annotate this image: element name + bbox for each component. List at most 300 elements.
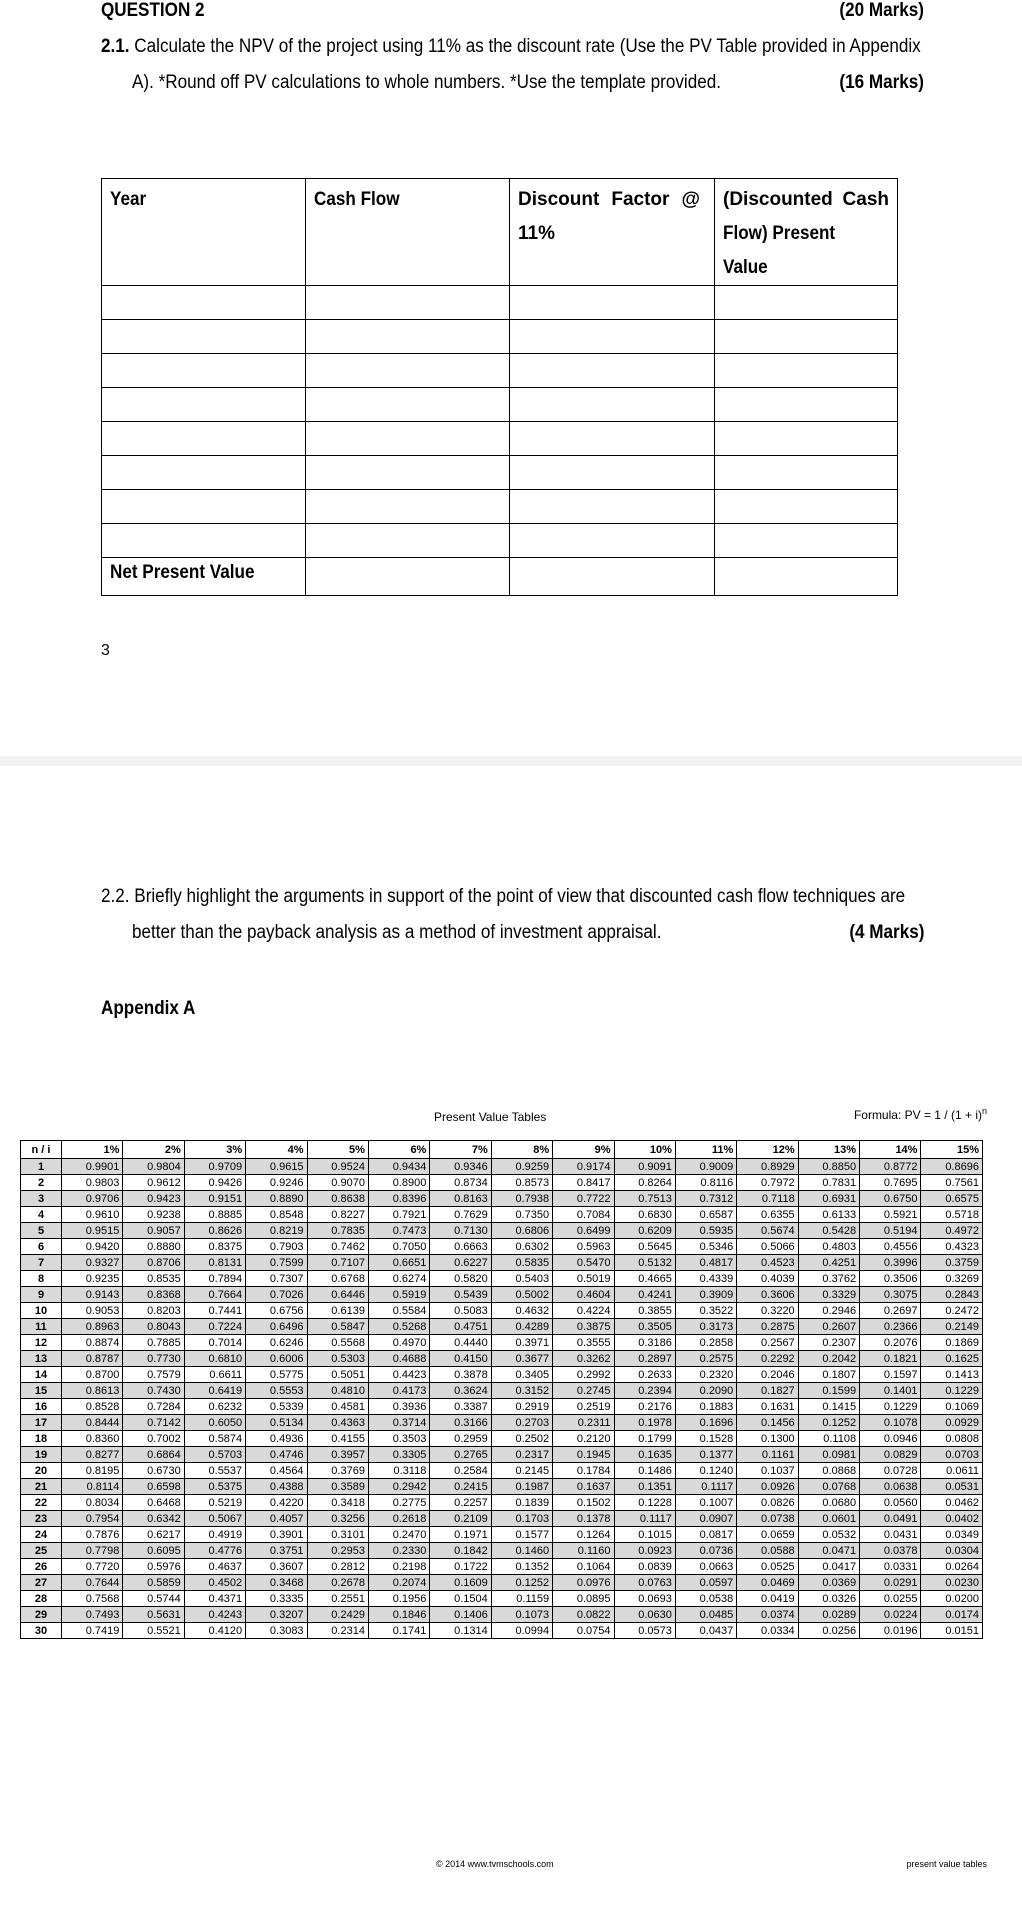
pv-factor-cell: 0.1599 <box>798 1383 859 1399</box>
pv-factor-cell: 0.5219 <box>184 1495 245 1511</box>
pv-factor-cell: 0.5568 <box>307 1335 368 1351</box>
pv-factor-cell: 0.3329 <box>798 1287 859 1303</box>
pv-factor-cell: 0.2314 <box>307 1623 368 1639</box>
pv-factor-cell: 0.7954 <box>62 1511 123 1527</box>
npv-blank-row <box>102 388 898 422</box>
pv-factor-cell: 0.2317 <box>491 1447 552 1463</box>
pv-factor-cell: 0.4155 <box>307 1431 368 1447</box>
npv-cell[interactable] <box>510 354 715 388</box>
pv-factor-cell: 0.1073 <box>491 1607 552 1623</box>
pv-factor-cell: 0.9057 <box>123 1223 184 1239</box>
pv-factor-cell: 0.7026 <box>246 1287 307 1303</box>
pv-factor-cell: 0.2394 <box>614 1383 675 1399</box>
pv-factor-cell: 0.3606 <box>737 1287 798 1303</box>
pv-factor-cell: 0.3909 <box>675 1287 736 1303</box>
pv-factor-cell: 0.5935 <box>675 1223 736 1239</box>
pv-factor-cell: 0.1007 <box>675 1495 736 1511</box>
pv-factor-cell: 0.6050 <box>184 1415 245 1431</box>
pv-factor-cell: 0.8396 <box>368 1191 429 1207</box>
npv-cell[interactable] <box>510 490 715 524</box>
pv-row <box>21 1591 983 1607</box>
pv-factor-cell: 0.5631 <box>123 1607 184 1623</box>
pv-row <box>21 1447 983 1463</box>
npv-cell[interactable] <box>306 286 510 320</box>
pv-factor-cell: 0.0573 <box>614 1623 675 1639</box>
pv-factor-cell: 0.2198 <box>368 1559 429 1575</box>
pv-factor-cell: 0.8548 <box>246 1207 307 1223</box>
pv-rate-header: 3% <box>184 1141 245 1159</box>
pv-factor-cell: 0.7224 <box>184 1319 245 1335</box>
pv-factor-cell: 0.7629 <box>430 1207 491 1223</box>
pv-factor-cell: 0.8535 <box>123 1271 184 1287</box>
pv-factor-cell: 0.1352 <box>491 1559 552 1575</box>
pv-period-cell: 27 <box>21 1575 62 1591</box>
pv-factor-cell: 0.3335 <box>246 1591 307 1607</box>
pv-period-cell: 17 <box>21 1415 62 1431</box>
pv-factor-cell: 0.3957 <box>307 1447 368 1463</box>
pv-factor-cell: 0.6355 <box>737 1207 798 1223</box>
pv-factor-cell: 0.0808 <box>921 1431 983 1447</box>
pv-formula-text: Formula: PV = 1 / (1 + i) <box>853 1108 982 1122</box>
pv-period-cell: 4 <box>21 1207 62 1223</box>
pv-factor-cell: 0.0560 <box>860 1495 921 1511</box>
pv-factor-cell: 0.7730 <box>123 1351 184 1367</box>
pv-factor-cell: 0.4803 <box>798 1239 859 1255</box>
pv-factor-cell: 0.1869 <box>921 1335 983 1351</box>
pv-factor-cell: 0.1160 <box>553 1543 614 1559</box>
pv-period-cell: 11 <box>21 1319 62 1335</box>
pv-factor-cell: 0.5874 <box>184 1431 245 1447</box>
pv-factor-cell: 0.2076 <box>860 1335 921 1351</box>
pv-factor-cell: 0.4581 <box>307 1399 368 1415</box>
pv-row <box>21 1303 983 1319</box>
pv-factor-cell: 0.9434 <box>368 1159 429 1175</box>
pv-factor-cell: 0.3589 <box>307 1479 368 1495</box>
pv-factor-cell: 0.0946 <box>860 1431 921 1447</box>
pv-factor-cell: 0.2046 <box>737 1367 798 1383</box>
pv-factor-cell: 0.0994 <box>491 1623 552 1639</box>
npv-cell[interactable] <box>102 490 306 524</box>
pv-factor-cell: 0.9804 <box>123 1159 184 1175</box>
pv-factor-cell: 0.2843 <box>921 1287 983 1303</box>
npv-cell[interactable] <box>510 320 715 354</box>
npv-cell[interactable] <box>306 558 510 596</box>
pv-period-cell: 22 <box>21 1495 62 1511</box>
npv-cell[interactable] <box>715 388 898 422</box>
pv-factor-cell: 0.5744 <box>123 1591 184 1607</box>
pv-period-cell: 15 <box>21 1383 62 1399</box>
pv-factor-cell: 0.8613 <box>62 1383 123 1399</box>
npv-cell[interactable] <box>510 456 715 490</box>
pv-factor-cell: 0.7938 <box>491 1191 552 1207</box>
pv-factor-cell: 0.6931 <box>798 1191 859 1207</box>
pv-factor-cell: 0.9423 <box>123 1191 184 1207</box>
pv-factor-cell: 0.4665 <box>614 1271 675 1287</box>
pv-factor-cell: 0.2429 <box>307 1607 368 1623</box>
pv-factor-cell: 0.0929 <box>921 1415 983 1431</box>
npv-cell[interactable] <box>715 354 898 388</box>
pv-factor-cell: 0.9709 <box>184 1159 245 1175</box>
pv-factor-cell: 0.5339 <box>246 1399 307 1415</box>
pv-factor-cell: 0.0485 <box>675 1607 736 1623</box>
npv-cell[interactable] <box>102 524 306 558</box>
pv-factor-cell: 0.1987 <box>491 1479 552 1495</box>
pv-factor-cell: 0.3875 <box>553 1319 614 1335</box>
pv-factor-cell: 0.1502 <box>553 1495 614 1511</box>
pv-factor-cell: 0.0817 <box>675 1527 736 1543</box>
pv-table-title: Present Value Tables <box>434 1110 547 1124</box>
pv-factor-cell: 0.0431 <box>860 1527 921 1543</box>
pv-factor-cell: 0.4251 <box>798 1255 859 1271</box>
npv-cell[interactable] <box>306 320 510 354</box>
pv-factor-cell: 0.0532 <box>798 1527 859 1543</box>
pv-factor-cell: 0.0768 <box>798 1479 859 1495</box>
pv-factor-cell: 0.2703 <box>491 1415 552 1431</box>
pv-factor-cell: 0.1159 <box>491 1591 552 1607</box>
pv-factor-cell: 0.4388 <box>246 1479 307 1495</box>
pv-row <box>21 1255 983 1271</box>
npv-cell[interactable] <box>306 456 510 490</box>
pv-factor-cell: 0.9803 <box>62 1175 123 1191</box>
npv-blank-row <box>102 524 898 558</box>
npv-cell[interactable] <box>715 524 898 558</box>
pv-corner-header: n / i <box>21 1141 62 1159</box>
appendix-title: Appendix A <box>101 998 196 1019</box>
npv-cell[interactable] <box>102 456 306 490</box>
pv-factor-cell: 0.0402 <box>921 1511 983 1527</box>
npv-cell[interactable] <box>715 558 898 596</box>
pv-factor-cell: 0.3262 <box>553 1351 614 1367</box>
pv-factor-cell: 0.8573 <box>491 1175 552 1191</box>
pv-period-cell: 6 <box>21 1239 62 1255</box>
pv-factor-cell: 0.4751 <box>430 1319 491 1335</box>
pv-factor-cell: 0.1846 <box>368 1607 429 1623</box>
pv-rate-header: 7% <box>430 1141 491 1159</box>
pv-factor-cell: 0.2765 <box>430 1447 491 1463</box>
pv-row <box>21 1623 983 1639</box>
pv-factor-cell: 0.2042 <box>798 1351 859 1367</box>
npv-cell[interactable] <box>510 524 715 558</box>
pv-factor-cell: 0.1625 <box>921 1351 983 1367</box>
pv-factor-cell: 0.6575 <box>921 1191 983 1207</box>
pv-factor-cell: 0.3971 <box>491 1335 552 1351</box>
pv-factor-cell: 0.8163 <box>430 1191 491 1207</box>
footer-label: present value tables <box>906 1859 987 1869</box>
pv-factor-cell: 0.1314 <box>430 1623 491 1639</box>
pv-factor-cell: 0.6139 <box>307 1303 368 1319</box>
pv-factor-cell: 0.4289 <box>491 1319 552 1335</box>
npv-cell[interactable] <box>510 422 715 456</box>
pv-factor-cell: 0.1839 <box>491 1495 552 1511</box>
pv-factor-cell: 0.1161 <box>737 1447 798 1463</box>
pv-factor-cell: 0.0895 <box>553 1591 614 1607</box>
pv-factor-cell: 0.8360 <box>62 1431 123 1447</box>
pv-factor-cell: 0.5674 <box>737 1223 798 1239</box>
npv-cell[interactable] <box>715 320 898 354</box>
pv-factor-cell: 0.8528 <box>62 1399 123 1415</box>
pv-factor-cell: 0.4440 <box>430 1335 491 1351</box>
pv-factor-cell: 0.2775 <box>368 1495 429 1511</box>
npv-cell[interactable] <box>306 354 510 388</box>
pv-factor-cell: 0.9524 <box>307 1159 368 1175</box>
pv-factor-cell: 0.7050 <box>368 1239 429 1255</box>
pv-factor-cell: 0.0923 <box>614 1543 675 1559</box>
pv-factor-cell: 0.6587 <box>675 1207 736 1223</box>
pv-row <box>21 1207 983 1223</box>
pv-factor-cell: 0.2897 <box>614 1351 675 1367</box>
pv-factor-cell: 0.1015 <box>614 1527 675 1543</box>
npv-cell[interactable] <box>510 388 715 422</box>
pv-factor-cell: 0.2858 <box>675 1335 736 1351</box>
pv-factor-cell: 0.1401 <box>860 1383 921 1399</box>
pv-factor-cell: 0.2292 <box>737 1351 798 1367</box>
npv-cell[interactable] <box>715 456 898 490</box>
pv-factor-cell: 0.1528 <box>675 1431 736 1447</box>
pv-factor-cell: 0.0196 <box>860 1623 921 1639</box>
pv-factor-cell: 0.2176 <box>614 1399 675 1415</box>
pv-factor-cell: 0.0200 <box>921 1591 983 1607</box>
pv-row <box>21 1271 983 1287</box>
pv-row <box>21 1319 983 1335</box>
pv-factor-cell: 0.5083 <box>430 1303 491 1319</box>
page-1 <box>0 0 1022 756</box>
pv-factor-cell: 0.0981 <box>798 1447 859 1463</box>
pv-factor-cell: 0.5051 <box>307 1367 368 1383</box>
pv-factor-cell: 0.4224 <box>553 1303 614 1319</box>
pv-row <box>21 1431 983 1447</box>
pv-factor-cell: 0.7118 <box>737 1191 798 1207</box>
pv-factor-cell: 0.5067 <box>184 1511 245 1527</box>
pv-header-row <box>21 1141 983 1159</box>
pv-factor-cell: 0.3522 <box>675 1303 736 1319</box>
pv-factor-cell: 0.5859 <box>123 1575 184 1591</box>
pv-factor-cell: 0.2584 <box>430 1463 491 1479</box>
pv-factor-cell: 0.0331 <box>860 1559 921 1575</box>
pv-factor-cell: 0.2074 <box>368 1575 429 1591</box>
pv-factor-cell: 0.8444 <box>62 1415 123 1431</box>
pv-factor-cell: 0.9610 <box>62 1207 123 1223</box>
question-marks: (20 Marks) <box>839 0 924 21</box>
pv-factor-cell: 0.5019 <box>553 1271 614 1287</box>
pv-factor-cell: 0.0531 <box>921 1479 983 1495</box>
npv-cell[interactable] <box>510 558 715 596</box>
pv-factor-cell: 0.1741 <box>368 1623 429 1639</box>
pv-factor-cell: 0.1069 <box>921 1399 983 1415</box>
pv-factor-cell: 0.8880 <box>123 1239 184 1255</box>
pv-factor-cell: 0.9053 <box>62 1303 123 1319</box>
npv-cell[interactable] <box>306 524 510 558</box>
pv-factor-cell: 0.7722 <box>553 1191 614 1207</box>
pv-factor-cell: 0.1635 <box>614 1447 675 1463</box>
pv-factor-cell: 0.0334 <box>737 1623 798 1639</box>
pv-factor-cell: 0.5346 <box>675 1239 736 1255</box>
pv-factor-cell: 0.7284 <box>123 1399 184 1415</box>
pv-factor-cell: 0.2320 <box>675 1367 736 1383</box>
pv-factor-cell: 0.0326 <box>798 1591 859 1607</box>
pv-factor-cell: 0.3677 <box>491 1351 552 1367</box>
npv-col-discount-factor: Discount Factor @ 11% <box>510 179 715 286</box>
pv-factor-cell: 0.7462 <box>307 1239 368 1255</box>
pv-factor-cell: 0.0256 <box>798 1623 859 1639</box>
pv-factor-cell: 0.6209 <box>614 1223 675 1239</box>
pv-factor-cell: 0.7350 <box>491 1207 552 1223</box>
pv-row <box>21 1607 983 1623</box>
pv-period-cell: 3 <box>21 1191 62 1207</box>
pv-factor-cell: 0.9174 <box>553 1159 614 1175</box>
pv-factor-cell: 0.3878 <box>430 1367 491 1383</box>
q22-text-line2: better than the payback analysis as a method of investment appraisal. <box>132 922 662 943</box>
pv-factor-cell: 0.8700 <box>62 1367 123 1383</box>
npv-blank-row <box>102 320 898 354</box>
pv-factor-cell: 0.2519 <box>553 1399 614 1415</box>
pv-period-cell: 30 <box>21 1623 62 1639</box>
pv-factor-cell: 0.0630 <box>614 1607 675 1623</box>
pv-factor-cell: 0.2551 <box>307 1591 368 1607</box>
pv-factor-cell: 0.5375 <box>184 1479 245 1495</box>
pv-factor-cell: 0.4150 <box>430 1351 491 1367</box>
pv-factor-cell: 0.1240 <box>675 1463 736 1479</box>
npv-cell[interactable] <box>510 286 715 320</box>
pv-rate-header: 5% <box>307 1141 368 1159</box>
q21-text-line2: A). *Round off PV calculations to whole numbers. *Use the template provided. <box>132 72 722 93</box>
pv-factor-cell: 0.5645 <box>614 1239 675 1255</box>
pv-factor-cell: 0.7720 <box>62 1559 123 1575</box>
pv-factor-cell: 0.9235 <box>62 1271 123 1287</box>
npv-cell[interactable] <box>715 286 898 320</box>
npv-cell[interactable] <box>715 490 898 524</box>
pv-factor-cell: 0.0374 <box>737 1607 798 1623</box>
pv-factor-cell: 0.5521 <box>123 1623 184 1639</box>
pv-factor-cell: 0.0728 <box>860 1463 921 1479</box>
pv-factor-cell: 0.2919 <box>491 1399 552 1415</box>
npv-cell[interactable] <box>306 422 510 456</box>
pv-factor-cell: 0.8787 <box>62 1351 123 1367</box>
pv-factor-cell: 0.2953 <box>307 1543 368 1559</box>
pv-period-cell: 9 <box>21 1287 62 1303</box>
pv-factor-cell: 0.5066 <box>737 1239 798 1255</box>
pv-factor-cell: 0.7130 <box>430 1223 491 1239</box>
pv-factor-cell: 0.7312 <box>675 1191 736 1207</box>
pv-period-cell: 7 <box>21 1255 62 1271</box>
npv-cell[interactable] <box>102 286 306 320</box>
pv-formula <box>854 1106 987 1122</box>
pv-factor-cell: 0.3751 <box>246 1543 307 1559</box>
pv-factor-cell: 0.4936 <box>246 1431 307 1447</box>
npv-cell[interactable] <box>102 354 306 388</box>
pv-factor-cell: 0.3759 <box>921 1255 983 1271</box>
pv-factor-cell: 0.0471 <box>798 1543 859 1559</box>
pv-factor-cell: 0.2575 <box>675 1351 736 1367</box>
pv-factor-cell: 0.9612 <box>123 1175 184 1191</box>
pv-factor-cell: 0.6830 <box>614 1207 675 1223</box>
pv-factor-cell: 0.0763 <box>614 1575 675 1591</box>
npv-cell[interactable] <box>102 422 306 456</box>
pv-factor-cell: 0.0680 <box>798 1495 859 1511</box>
pv-row <box>21 1239 983 1255</box>
pv-factor-cell: 0.3468 <box>246 1575 307 1591</box>
pv-factor-cell: 0.8195 <box>62 1463 123 1479</box>
q22-text-line1: Briefly highlight the arguments in support of the point of view that discounted cash flow techniques are <box>134 886 906 907</box>
pv-factor-cell: 0.2472 <box>921 1303 983 1319</box>
npv-col-present-value: (Discounted Cash Flow) Present Value <box>715 179 898 286</box>
pv-factor-cell: 0.0693 <box>614 1591 675 1607</box>
pv-rate-header: 2% <box>123 1141 184 1159</box>
pv-factor-cell: 0.3762 <box>798 1271 859 1287</box>
pv-factor-cell: 0.4423 <box>368 1367 429 1383</box>
pv-factor-cell: 0.0754 <box>553 1623 614 1639</box>
pv-factor-cell: 0.0822 <box>553 1607 614 1623</box>
pv-factor-cell: 0.8638 <box>307 1191 368 1207</box>
pv-rate-header: 9% <box>553 1141 614 1159</box>
npv-cell[interactable] <box>102 320 306 354</box>
pv-factor-cell: 0.3996 <box>860 1255 921 1271</box>
pv-factor-cell: 0.4323 <box>921 1239 983 1255</box>
pv-factor-cell: 0.2145 <box>491 1463 552 1479</box>
pv-factor-cell: 0.4688 <box>368 1351 429 1367</box>
pv-factor-cell: 0.8696 <box>921 1159 983 1175</box>
npv-blank-row <box>102 490 898 524</box>
pv-rate-header: 6% <box>368 1141 429 1159</box>
pv-factor-cell: 0.3220 <box>737 1303 798 1319</box>
pv-factor-cell: 0.7430 <box>123 1383 184 1399</box>
q21-text-line1: Calculate the NPV of the project using 11% as the discount rate (Use the PV Table provided in Appendix <box>134 36 921 57</box>
pv-factor-cell: 0.0839 <box>614 1559 675 1575</box>
pv-row <box>21 1287 983 1303</box>
pv-table <box>20 1140 983 1639</box>
pv-factor-cell: 0.8734 <box>430 1175 491 1191</box>
npv-cell[interactable] <box>306 388 510 422</box>
page-number: 3 <box>101 642 110 659</box>
pv-factor-cell: 0.9426 <box>184 1175 245 1191</box>
npv-cell[interactable] <box>102 388 306 422</box>
pv-row <box>21 1463 983 1479</box>
pv-factor-cell: 0.4173 <box>368 1383 429 1399</box>
pv-factor-cell: 0.1945 <box>553 1447 614 1463</box>
pv-rate-header: 15% <box>921 1141 983 1159</box>
npv-cell[interactable] <box>715 422 898 456</box>
pv-factor-cell: 0.1300 <box>737 1431 798 1447</box>
pv-factor-cell: 0.4039 <box>737 1271 798 1287</box>
pv-factor-cell: 0.3166 <box>430 1415 491 1431</box>
pv-factor-cell: 0.7664 <box>184 1287 245 1303</box>
pv-factor-cell: 0.6006 <box>246 1351 307 1367</box>
pv-factor-cell: 0.9615 <box>246 1159 307 1175</box>
pv-factor-cell: 0.6806 <box>491 1223 552 1239</box>
pv-factor-cell: 0.1252 <box>798 1415 859 1431</box>
pv-factor-cell: 0.1377 <box>675 1447 736 1463</box>
pv-factor-cell: 0.8963 <box>62 1319 123 1335</box>
pv-factor-cell: 0.0462 <box>921 1495 983 1511</box>
pv-factor-cell: 0.1413 <box>921 1367 983 1383</box>
pv-factor-cell: 0.7493 <box>62 1607 123 1623</box>
pv-period-cell: 8 <box>21 1271 62 1287</box>
pv-factor-cell: 0.5703 <box>184 1447 245 1463</box>
pv-factor-cell: 0.2257 <box>430 1495 491 1511</box>
pv-factor-cell: 0.8626 <box>184 1223 245 1239</box>
pv-factor-cell: 0.0369 <box>798 1575 859 1591</box>
pv-factor-cell: 0.7644 <box>62 1575 123 1591</box>
q22-marks: (4 Marks) <box>848 922 924 943</box>
npv-cell[interactable] <box>306 490 510 524</box>
pv-factor-cell: 0.4120 <box>184 1623 245 1639</box>
pv-factor-cell: 0.2307 <box>798 1335 859 1351</box>
pv-factor-cell: 0.3152 <box>491 1383 552 1399</box>
pv-factor-cell: 0.6095 <box>123 1543 184 1559</box>
pv-period-cell: 21 <box>21 1479 62 1495</box>
pv-factor-cell: 0.1504 <box>430 1591 491 1607</box>
pv-factor-cell: 0.7599 <box>246 1255 307 1271</box>
pv-factor-cell: 0.2697 <box>860 1303 921 1319</box>
